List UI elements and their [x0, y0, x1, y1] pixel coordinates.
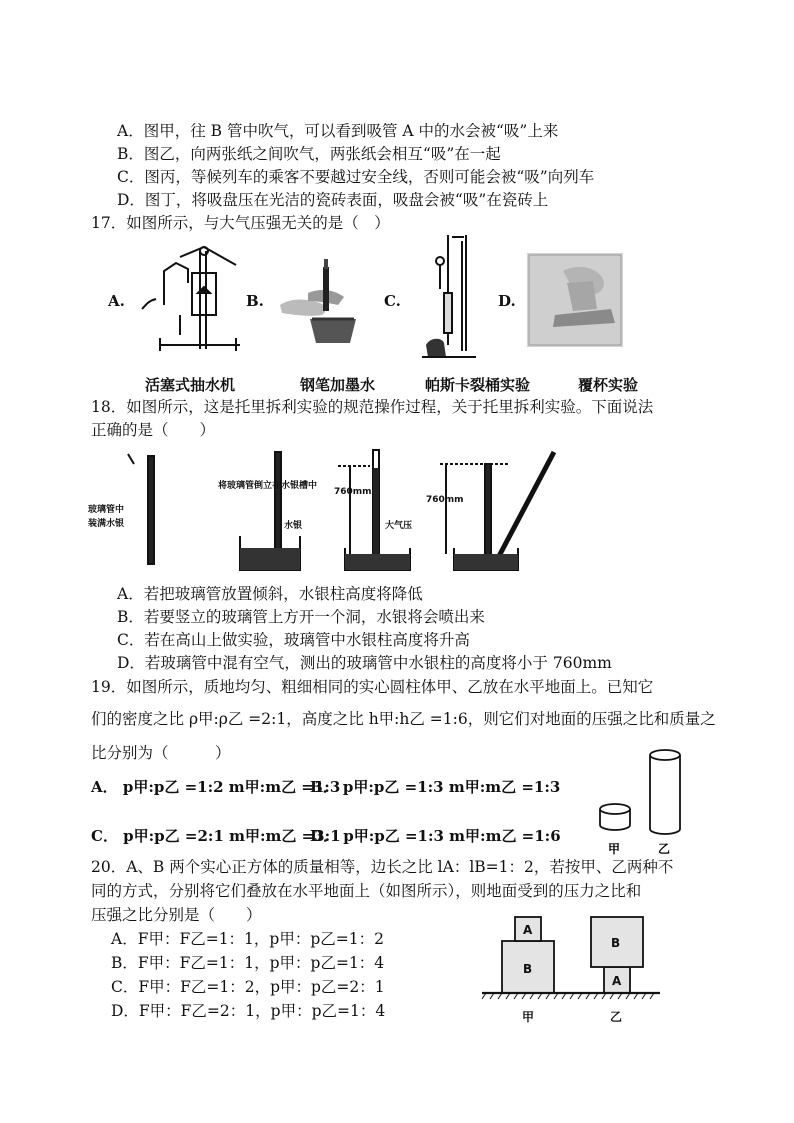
q18-stem-line1: 18．如图所示，这是托里拆利实验的规范操作过程，关于托里拆利实验。下面说法	[91, 398, 654, 416]
q19-line2-c: ，则它们对地面的压强之比和质量之	[467, 710, 716, 728]
label-mercury: 水银	[284, 521, 303, 531]
cube-b-jia-label: B	[523, 962, 533, 976]
q17-letter-c: C.	[384, 292, 401, 310]
q19-line1: 19．如图所示，质地均匀、粗细相同的实心圆柱体甲、乙放在水平地面上。已知它	[91, 678, 654, 696]
caption-piston-pump: 活塞式抽水机	[145, 376, 236, 394]
q19-line2-a: 们的密度之比	[91, 710, 189, 728]
cylinder-yi-label: 乙	[658, 842, 671, 856]
stack-yi-label: 乙	[610, 1010, 623, 1024]
caption-inverted-cup: 覆杯实验	[578, 376, 639, 394]
cylinder-jia-label: 甲	[608, 842, 621, 856]
q16-option-b: B．图乙，向两张纸之间吹气，两张纸会相互“吸”在一起	[117, 145, 501, 163]
q17-stem: 17．如图所示，与大气压强无关的是（ ）	[91, 214, 390, 232]
cube-a-jia-label: A	[523, 923, 533, 937]
piston-pump-figure	[140, 243, 250, 355]
q19-option-c: C． p甲:p乙 =2:1 m甲:m乙 =3:1	[91, 827, 341, 845]
stacked-cubes-figure	[480, 913, 666, 1025]
label-invert: 将玻璃管倒立在水银槽中	[218, 481, 318, 491]
label-tube-full-1: 玻璃管中	[88, 505, 125, 515]
pascal-barrel-figure	[420, 233, 480, 363]
cube-b-yi-label: B	[611, 936, 621, 950]
q16-option-c: C．图丙，等候列车的乘客不要越过安全线，否则可能会被“吸”向列车	[117, 168, 595, 186]
q18-option-d: D．若玻璃管中混有空气，测出的玻璃管中水银柱的高度将小于 760mm	[117, 654, 612, 672]
q20-option-d: D．F甲：F乙=2：1，p甲：p乙=1：4	[111, 1002, 386, 1020]
caption-pen-ink: 钢笔加墨水	[300, 376, 376, 394]
q18-option-a: A．若把玻璃管放置倾斜，水银柱高度将降低	[117, 585, 423, 603]
q19-density-ratio: ρ甲:ρ乙 =2:1	[188, 710, 287, 728]
caption-pascal-barrel: 帕斯卡裂桶实验	[425, 376, 531, 394]
cube-a-yi-label: A	[612, 974, 622, 988]
q16-option-a: A．图甲，往 B 管中吹气，可以看到吸管 A 中的水会被“吸”上来	[117, 122, 559, 140]
q18-stem-line2: 正确的是（ ）	[91, 421, 216, 439]
q19-option-a: A． p甲:p乙 =1:2 m甲:m乙 =1:3	[91, 778, 341, 796]
q17-letter-d: D.	[498, 292, 516, 310]
torricelli-figure	[88, 448, 568, 578]
q19-line2-b: ，高度之比	[286, 710, 369, 728]
label-height-1: 760mm	[334, 487, 372, 497]
q20-line2: 同的方式，分别将它们叠放在水平地面上（如图所示），则地面受到的压力之比和	[91, 882, 642, 900]
q19-line3: 比分别为（ ）	[91, 744, 231, 762]
q18-option-c: C．若在高山上做实验，玻璃管中水银柱高度将升高	[117, 631, 470, 649]
label-tube-full-2: 装满水银	[88, 519, 125, 529]
q18-option-b: B．若要竖立的玻璃管上方开一个洞，水银将会喷出来	[117, 608, 485, 626]
q20-option-a: A．F甲：F乙=1：1，p甲：p乙=1：2	[111, 930, 384, 948]
q20-option-c: C．F甲：F乙=1：2，p甲：p乙=2：1	[111, 978, 385, 996]
q19-option-d: D． p甲:p乙 =1:3 m甲:m乙 =1:6	[310, 827, 561, 845]
q17-letter-b: B.	[246, 292, 264, 310]
q19-option-b: B． p甲:p乙 =1:3 m甲:m乙 =1:3	[310, 778, 561, 796]
q20-option-b: B．F甲：F乙=1：1，p甲：p乙=1：4	[111, 954, 385, 972]
label-height-2: 760mm	[426, 495, 464, 505]
label-air-pressure: 大气压	[385, 521, 413, 531]
q19-line2	[91, 709, 716, 729]
q19-height-ratio: h甲:h乙 =1:6	[368, 710, 468, 728]
inverted-cup-figure	[527, 253, 623, 347]
q16-option-d: D．图丁，将吸盘压在光洁的瓷砖表面，吸盘会被“吸”在瓷砖上	[117, 191, 549, 209]
q20-line3: 压强之比分别是（ ）	[91, 906, 262, 924]
pen-ink-figure	[272, 253, 358, 348]
stack-jia-label: 甲	[522, 1010, 535, 1024]
q17-letter-a: A.	[108, 292, 125, 310]
cylinders-figure	[596, 745, 706, 860]
q20-line1: 20．A、B 两个实心正方体的质量相等，边长之比 lA：lB=1：2，若按甲、乙两种不	[91, 858, 674, 876]
